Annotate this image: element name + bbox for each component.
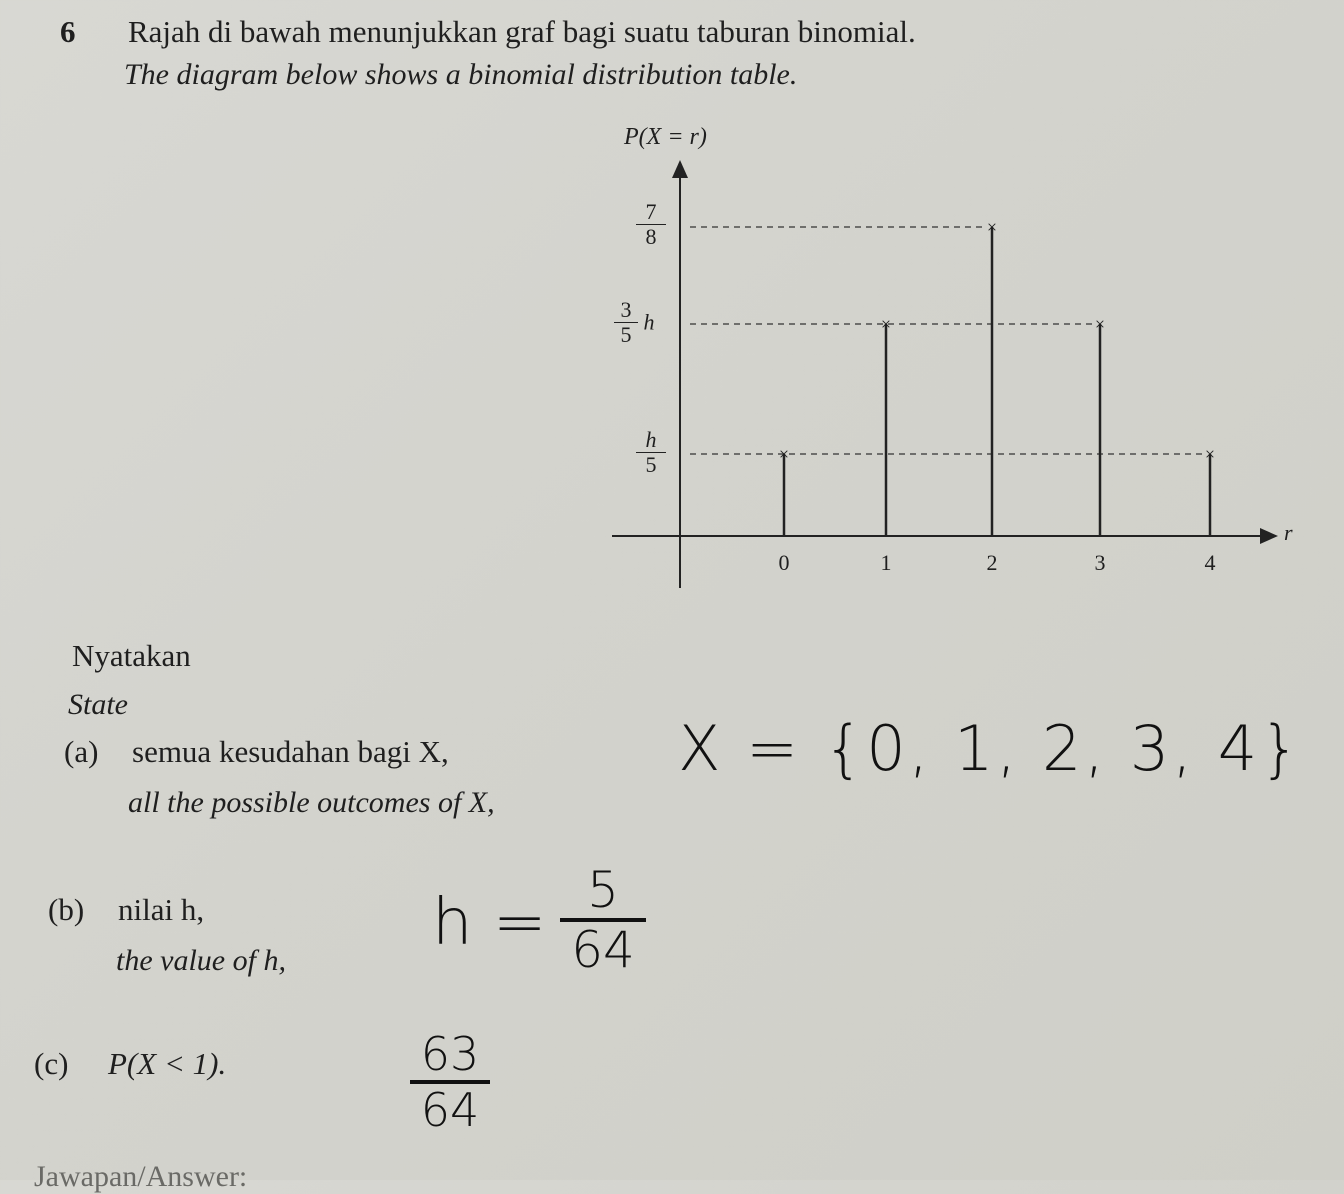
part-c-numerator: 63	[420, 1027, 480, 1081]
part-b-numerator: 5	[587, 861, 619, 919]
x-tick-label-3: 3	[1094, 550, 1106, 575]
part-b-denominator: 64	[560, 918, 646, 978]
part-a-text-english: all the possible outcomes of X,	[128, 786, 495, 819]
instruction-malay: Nyatakan	[72, 638, 191, 673]
part-c-expression: P(X < 1).	[108, 1046, 227, 1081]
part-c-label: (c)	[34, 1046, 69, 1081]
part-a-answer: X = {0, 1, 2, 3, 4}	[678, 712, 1303, 785]
part-c-denominator: 64	[410, 1080, 490, 1136]
bar-marker-4: ×	[1204, 444, 1216, 464]
bar-marker-2: ×	[986, 217, 998, 237]
question-text-english: The diagram below shows a binomial distribution table.	[124, 58, 798, 91]
part-c-answer-fraction	[410, 1028, 490, 1136]
question-number: 6	[60, 14, 76, 49]
bar-marker-3: ×	[1094, 314, 1106, 334]
x-tick-label-4: 4	[1204, 550, 1216, 575]
part-b-label: (b)	[48, 892, 85, 927]
question-text-malay: Rajah di bawah menunjukkan graf bagi suatu taburan binomial.	[128, 14, 916, 49]
bar-marker-0: ×	[778, 444, 790, 464]
part-b-answer-fraction	[560, 862, 646, 978]
part-b-text-malay: nilai h,	[118, 892, 205, 927]
x-tick-label-2: 2	[986, 550, 998, 575]
y-axis-title: P(X = r)	[624, 124, 707, 150]
x-tick-label-0: 0	[778, 550, 790, 575]
answer-footer-label: Jawapan/Answer:	[34, 1160, 248, 1193]
part-a-text-malay: semua kesudahan bagi X,	[132, 734, 449, 769]
bar-marker-1: ×	[880, 314, 892, 334]
part-b-text-english: the value of h,	[116, 944, 286, 977]
y-tick-h-5: $\frac{h}{5}$	[636, 428, 666, 477]
part-a-label: (a)	[64, 734, 99, 769]
instruction-english: State	[68, 688, 128, 721]
x-axis-title: r	[1284, 520, 1293, 545]
y-tick-7-8: $\frac{7}{8}$	[636, 200, 666, 249]
x-tick-label-1: 1	[880, 550, 892, 575]
y-tick-3-5h: $\frac{3}{5}$ h	[614, 298, 655, 347]
part-b-answer-prefix: h =	[432, 886, 547, 960]
